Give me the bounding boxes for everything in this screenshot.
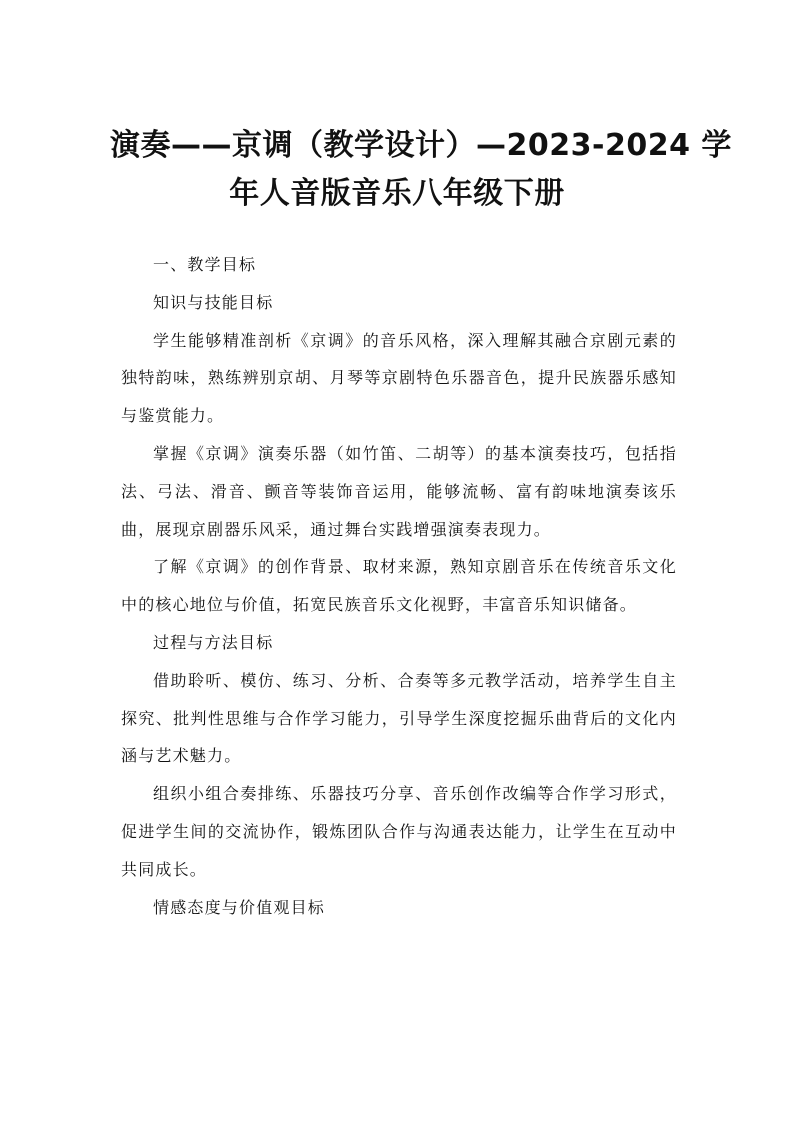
body-paragraph: 组织小组合奏排练、乐器技巧分享、音乐创作改编等合作学习形式，促进学生间的交流协作，锻炼团队合作与沟通表达能力，让学生在互动中共同成长。 xyxy=(121,784,677,879)
body-paragraph: 了解《京调》的创作背景、取材来源，熟知京剧音乐在传统音乐文化中的核心地位与价值，拓宽民族音乐文化视野，丰富音乐知识储备。 xyxy=(121,557,677,615)
body-paragraph: 学生能够精准剖析《京调》的音乐风格，深入理解其融合京剧元素的独特韵味，熟练辨别京胡、月琴等京剧特色乐器音色，提升民族器乐感知与鉴赏能力。 xyxy=(121,330,677,426)
subheading-emotion-values: 情感态度与价值观目标 xyxy=(153,897,326,917)
body-paragraph: 借助聆听、模仿、练习、分析、合奏等多元教学活动，培养学生自主探究、批判性思维与合作学习能力，引导学生深度挖掘乐曲背后的文化内涵与艺术魅力。 xyxy=(121,670,677,766)
document-body xyxy=(121,246,677,926)
subheading-knowledge-skills: 知识与技能目标 xyxy=(153,292,274,312)
document-title-line-1: 演奏——京调（教学设计）—2023-2024 学 xyxy=(110,128,732,163)
subheading-process-methods: 过程与方法目标 xyxy=(153,632,274,652)
section-heading-objectives: 一、教学目标 xyxy=(153,255,257,274)
body-paragraph: 掌握《京调》演奏乐器（如竹笛、二胡等）的基本演奏技巧，包括指法、弓法、滑音、颤音等装饰音运用，能够流畅、富有韵味地演奏该乐曲，展现京剧器乐风采，通过舞台实践增强演奏表现力。 xyxy=(121,443,677,539)
document-title-line-2: 年人音版音乐八年级下册 xyxy=(229,176,565,211)
